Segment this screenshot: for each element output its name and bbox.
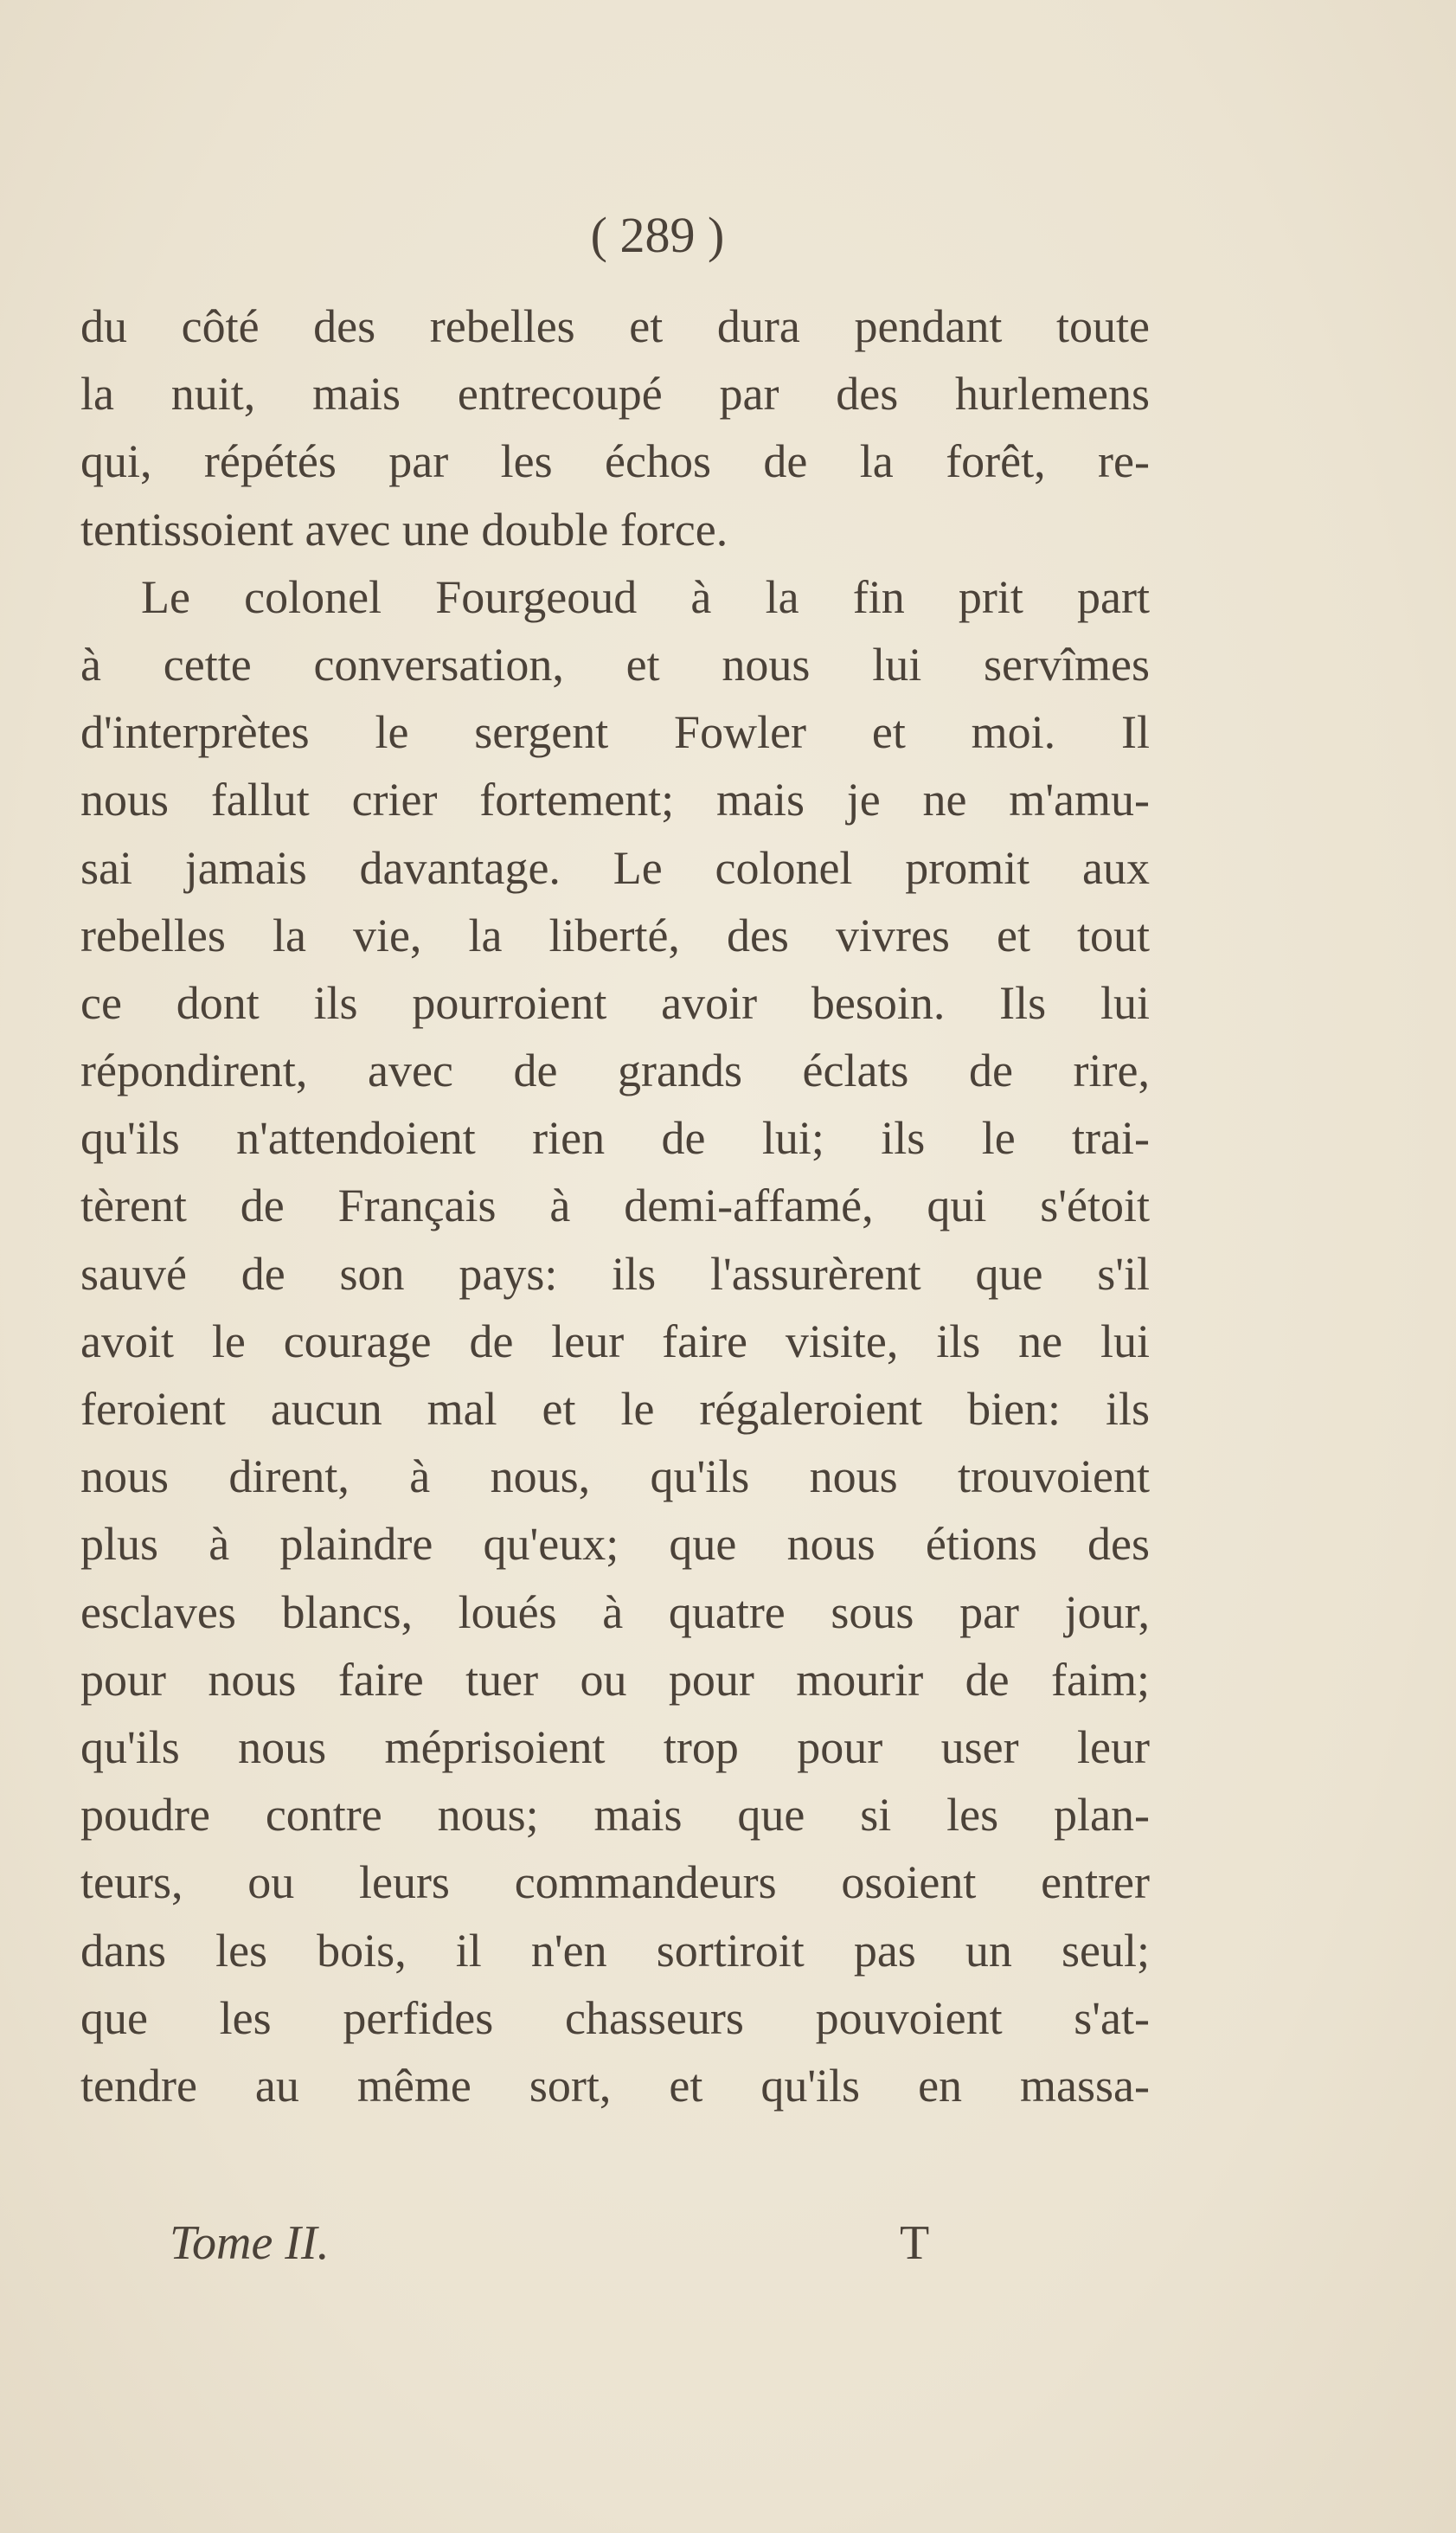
text-line: poudre contre nous; mais que si les plan- bbox=[80, 1789, 1150, 1842]
page-number: ( 289 ) bbox=[590, 207, 725, 263]
text-line: teurs, ou leurs commandeurs osoient entrer bbox=[80, 1856, 1150, 1909]
text-line: nous dirent, à nous, qu'ils nous trouvoient bbox=[80, 1450, 1150, 1503]
text-line: à cette conversation, et nous lui servîmes bbox=[80, 638, 1150, 691]
text-line: d'interprètes le sergent Fowler et moi. Il bbox=[80, 706, 1150, 759]
text-line: esclaves blancs, loués à quatre sous par jour, bbox=[80, 1585, 1150, 1638]
text-line: qu'ils n'attendoient rien de lui; ils le trai- bbox=[80, 1112, 1150, 1165]
text-line: pour nous faire tuer ou pour mourir de faim; bbox=[80, 1653, 1150, 1706]
text-line: sai jamais davantage. Le colonel promit aux bbox=[80, 841, 1150, 894]
text-line: rebelles la vie, la liberté, des vivres et tout bbox=[80, 909, 1150, 961]
text-line: tendre au même sort, et qu'ils en massa- bbox=[80, 2059, 1150, 2112]
volume-label: Tome II. bbox=[170, 2216, 330, 2270]
text-line: du côté des rebelles et dura pendant toute bbox=[80, 300, 1150, 352]
text-line: qui, répétés par les échos de la forêt, re- bbox=[80, 435, 1150, 488]
text-line: avoit le courage de leur faire visite, ils ne lui bbox=[80, 1315, 1150, 1367]
text-line: qu'ils nous méprisoient trop pour user leur bbox=[80, 1720, 1150, 1773]
text-line: tèrent de Français à demi-affamé, qui s'étoit bbox=[80, 1180, 1150, 1232]
text-line: la nuit, mais entrecoupé par des hurlemens bbox=[80, 368, 1150, 421]
text-line: ce dont ils pourroient avoir besoin. Ils lui bbox=[80, 976, 1150, 1029]
text-line: feroient aucun mal et le régaleroient bien: ils bbox=[80, 1383, 1150, 1435]
text-line: nous fallut crier fortement; mais je ne m'amu- bbox=[80, 774, 1150, 826]
text-line: que les perfides chasseurs pouvoient s'at- bbox=[80, 1991, 1150, 2044]
text-line: Le colonel Fourgeoud à la fin prit part bbox=[141, 570, 1150, 623]
text-line: plus à plaindre qu'eux; que nous étions des bbox=[80, 1518, 1150, 1571]
body-text bbox=[80, 293, 1150, 2119]
text-line: tentissoient avec une double force. bbox=[80, 503, 728, 556]
signature-mark: T bbox=[900, 2216, 930, 2270]
text-line: répondirent, avec de grands éclats de rire, bbox=[80, 1045, 1150, 1097]
text-line: sauvé de son pays: ils l'assurèrent que s'il bbox=[80, 1247, 1150, 1300]
text-line: dans les bois, il n'en sortiroit pas un seul; bbox=[80, 1924, 1150, 1977]
